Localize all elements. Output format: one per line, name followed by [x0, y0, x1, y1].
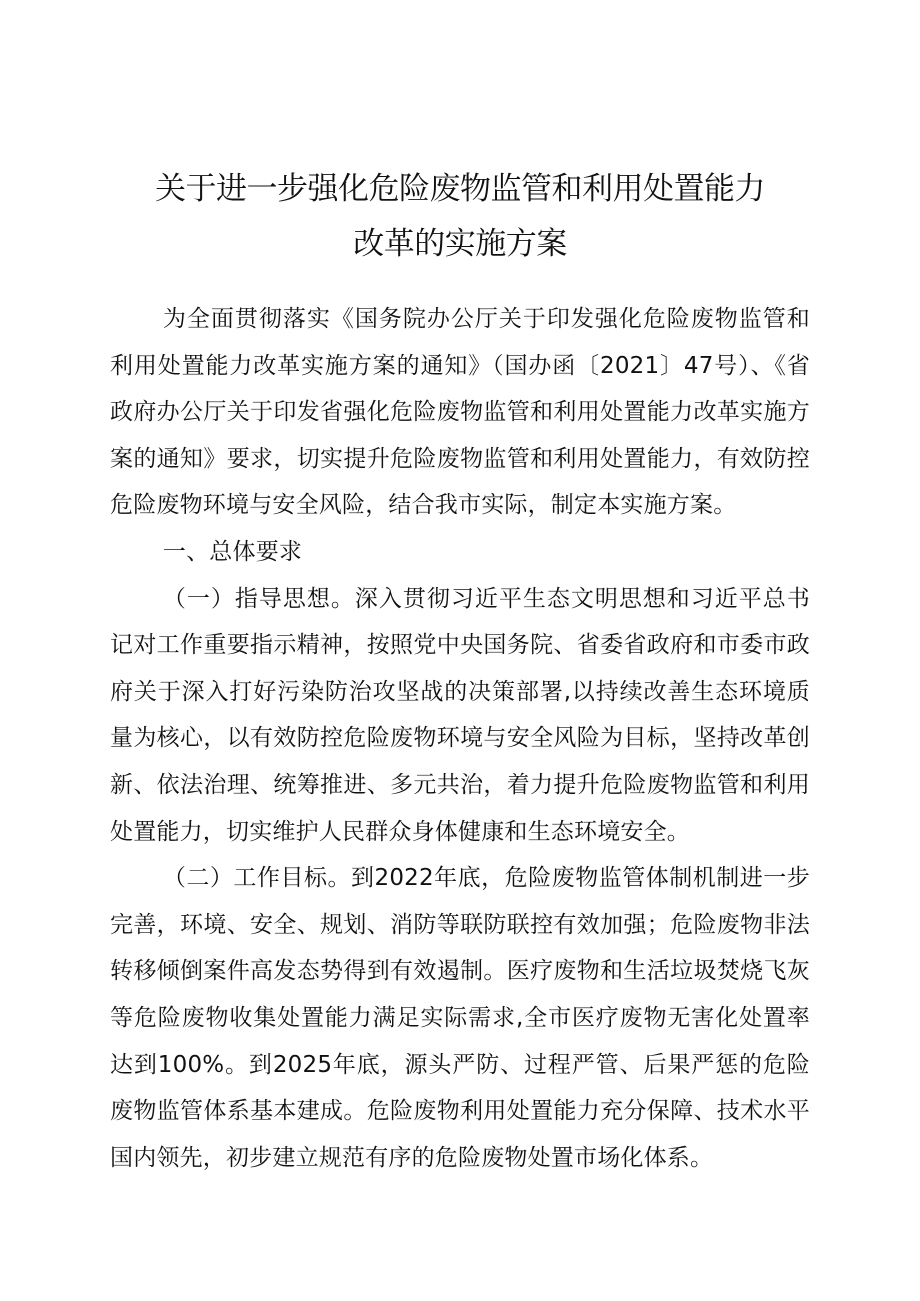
title-line-1: 关于进一步强化危险废物监管和利用处置能力	[155, 171, 765, 207]
document-body	[110, 296, 810, 1181]
title-line-2: 改革的实施方案	[353, 226, 567, 262]
work-goals-paragraph: （二）工作目标。到2022年底，危险废物监管体制机制进一步完善，环境、安全、规划、消防等联防联控有效加强；危险废物非法转移倾倒案件高发态势得到有效遏制。医疗废物和生活垃圾焚烧飞灰等危险废物收集处置能力满足实际需求,全市医疗废物无害化处置率达到100%。到2025年底，源头严防、过程严管、后果严惩的危险废物监管体系基本建成。危险废物利用处置能力充分保障、技术水平国内领先，初步建立规范有序的危险废物处置市场化体系。	[110, 865, 810, 1171]
section-heading-general-requirements: 一、总体要求	[162, 538, 303, 565]
guiding-ideology-paragraph: （一）指导思想。深入贯彻习近平生态文明思想和习近平总书记对工作重要指示精神，按照党中央国务院、省委省政府和市委市政府关于深入打好污染防治攻坚战的决策部署,以持续改善生态环境质量为核心，以有效防控危险废物环境与安全风险为目标，坚持改革创新、依法治理、统筹推进、多元共治，着力提升危险废物监管和利用处置能力，切实维护人民群众身体健康和生态环境安全。	[110, 585, 810, 845]
document-title	[110, 162, 810, 272]
intro-paragraph: 为全面贯彻落实《国务院办公厅关于印发强化危险废物监管和利用处置能力改革实施方案的通知》（国办函〔2021〕47号）、《省政府办公厅关于印发省强化危险废物监管和利用处置能力改革实施方案的通知》要求，切实提升危险废物监管和利用处置能力，有效防控危险废物环境与安全风险，结合我市实际，制定本实施方案。	[110, 306, 810, 519]
